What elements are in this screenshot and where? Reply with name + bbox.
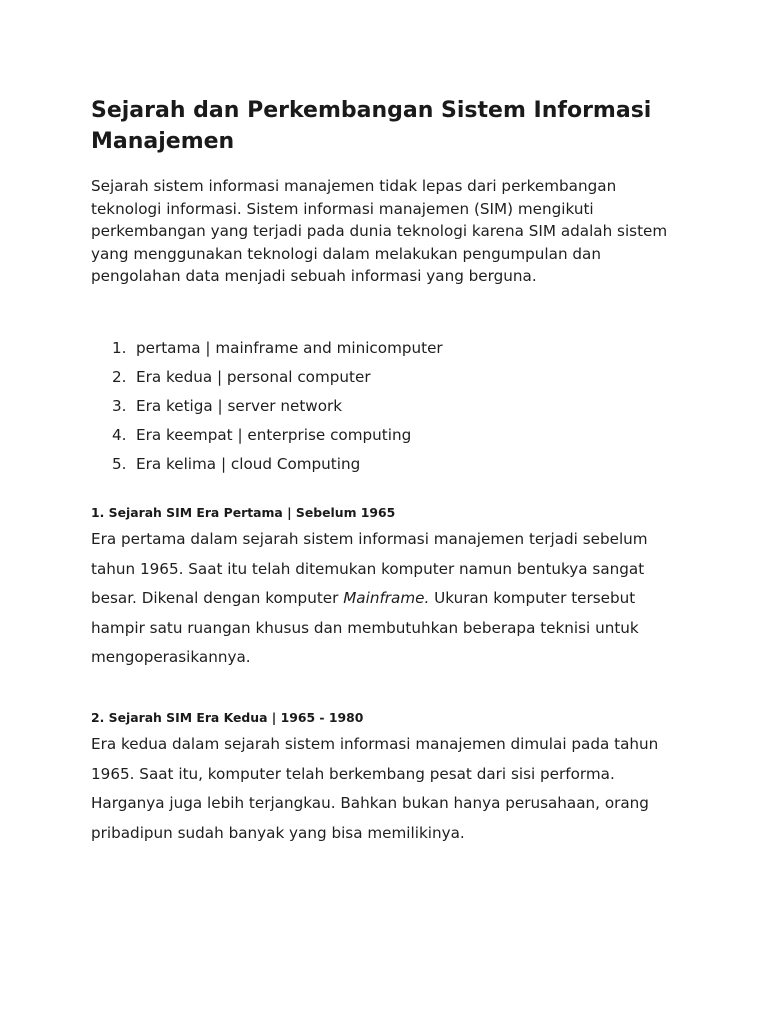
list-item-label: Era kedua | personal computer (136, 368, 371, 386)
list-item (91, 423, 681, 452)
list-item-label: Era ketiga | server network (136, 397, 343, 415)
list-item-label: Era keempat | enterprise computing (136, 426, 412, 444)
list-item-label: pertama | mainframe and minicomputer (136, 339, 443, 357)
intro-paragraph: Sejarah sistem informasi manajemen tidak lepas dari perkembangan teknologi informasi. Sistem informasi manajemen (SIM) mengikuti perkembangan yang terjadi pada dunia teknologi karena SIM adalah sistem yang menggunakan teknologi dalam melakukan pengumpulan dan pengolahan data menjadi sebuah informasi yang berguna. (91, 177, 668, 286)
list-item (91, 452, 681, 481)
list-item (91, 394, 681, 423)
page-title: Sejarah dan Perkembangan Sistem Informasi Manajemen (91, 98, 652, 154)
list-item-number: 1. (112, 339, 127, 357)
list-item-number: 4. (112, 426, 127, 444)
section-1-text-before: Era pertama dalam sejarah sistem informasi manajemen terjadi sebelum tahun 1965. Saat itu telah ditemukan komputer namun bentukya sangat besar. Dikenal dengan komputer (91, 530, 648, 607)
list-item (91, 336, 681, 365)
section-1-text-after: Ukuran komputer tersebut hampir satu ruangan khusus dan membutuhkan beberapa teknisi untuk mengoperasikannya. (91, 589, 639, 666)
section-2-heading: 2. Sejarah SIM Era Kedua | 1965 - 1980 (91, 710, 364, 725)
list-item-number: 3. (112, 397, 127, 415)
list-item (91, 365, 681, 394)
era-list (91, 336, 681, 481)
list-item-label: Era kelima | cloud Computing (136, 455, 361, 473)
section-1-paragraph (91, 525, 681, 673)
list-item-number: 5. (112, 455, 127, 473)
section-1-italic-term: Mainframe. (343, 589, 430, 607)
section-1-heading: 1. Sejarah SIM Era Pertama | Sebelum 1965 (91, 505, 396, 520)
list-item-number: 2. (112, 368, 127, 386)
section-2-paragraph: Era kedua dalam sejarah sistem informasi manajemen dimulai pada tahun 1965. Saat itu, komputer telah berkembang pesat dari sisi performa. Harganya juga lebih terjangkau. Bahkan bukan hanya perusahaan, orang pribadipun sudah banyak yang bisa memilikinya. (91, 735, 659, 842)
